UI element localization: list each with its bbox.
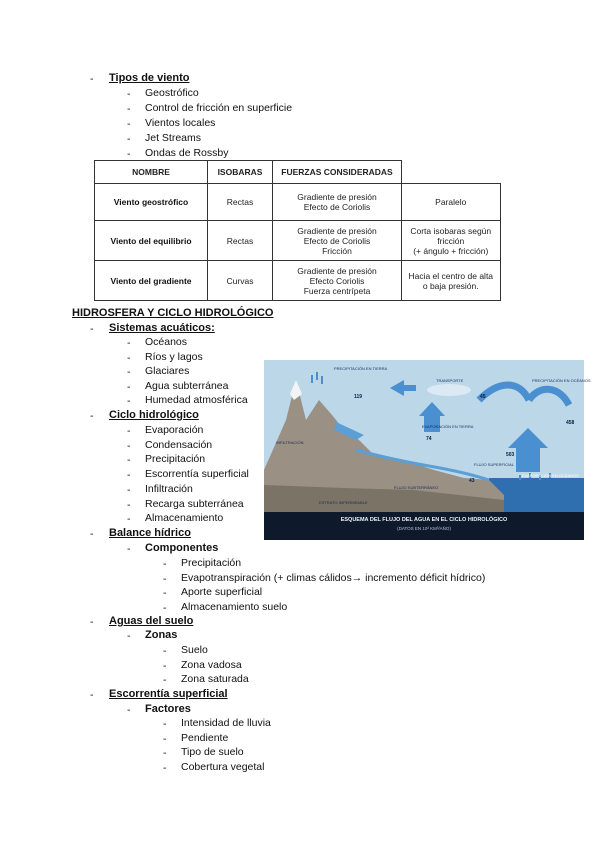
list-bullet: - — [127, 366, 131, 379]
list-bullet: - — [163, 587, 167, 600]
list-item: Intensidad de lluvia — [181, 717, 271, 729]
heading-aquatic-systems: Sistemas acuáticos: — [109, 322, 215, 334]
value-119: 119 — [354, 394, 363, 400]
subheading-factors: Factores — [145, 703, 191, 715]
list-bullet: - — [127, 513, 131, 526]
list-item: Condensación — [145, 438, 213, 451]
list-item: Control de fricción en superficie — [145, 102, 293, 114]
list-item: Océanos — [145, 336, 188, 348]
list-item: Evaporación — [145, 424, 204, 436]
list-bullet: - — [90, 410, 94, 422]
list-bullet: - — [127, 704, 131, 716]
list-bullet: - — [127, 395, 131, 408]
list-item: Escorrentía superficial — [145, 468, 249, 481]
list-item: Ríos y lagos — [145, 350, 203, 363]
list-bullet: - — [127, 454, 131, 467]
table-cell: Paralelo — [402, 184, 501, 221]
subheading-components: Componentes — [145, 542, 219, 554]
list-bullet: - — [127, 498, 131, 511]
table-cell: Corta isobaras según fricción (+ ángulo + fricción) — [402, 221, 501, 261]
diagram-illustration — [264, 360, 584, 540]
list-bullet: - — [163, 572, 167, 585]
value-43: 43 — [469, 478, 475, 484]
list-bullet: - — [127, 337, 131, 349]
list-bullet: - — [90, 323, 94, 335]
table-row — [95, 221, 501, 261]
table-header — [402, 161, 501, 184]
list-bullet: - — [127, 133, 131, 145]
water-cycle-diagram — [264, 360, 591, 540]
table-row — [95, 261, 501, 301]
table-cell: Hacia el centro de alta o baja presión. — [402, 261, 501, 301]
list-bullet: - — [163, 659, 167, 672]
list-item: Humedad atmosférica — [145, 394, 248, 407]
list-item: Suelo — [181, 644, 208, 656]
table-header: NOMBRE — [95, 161, 208, 184]
list-bullet: - — [163, 747, 167, 760]
table-cell: Curvas — [208, 261, 273, 301]
list-item: Almacenamiento — [145, 512, 224, 525]
list-item: Geostrófico — [145, 87, 199, 99]
list-bullet: - — [127, 483, 131, 496]
list-item: Evapotranspiración (+ climas cálidos→ incremento déficit hídrico) — [181, 571, 486, 584]
list-item: Almacenamiento suelo — [181, 601, 288, 614]
table-cell: Gradiente de presión Efecto de Coriolis Fricción — [273, 221, 402, 261]
diagram-source: (DATOS EN 10³ KM³/AÑO) — [397, 526, 451, 531]
list-bullet: - — [127, 380, 131, 393]
list-bullet: - — [127, 469, 131, 482]
list-item: Tipo de suelo — [181, 746, 244, 759]
label-surface-flow: FLUJO SUPERFICIAL — [474, 462, 515, 467]
list-item: Zona vadosa — [181, 658, 242, 671]
list-bullet: - — [127, 148, 131, 160]
heading-surface-runoff: Escorrentía superficial — [109, 688, 228, 700]
subheading-zones: Zonas — [145, 629, 178, 641]
list-bullet: - — [163, 732, 167, 745]
heading-water-balance: Balance hídrico — [109, 527, 191, 539]
list-item: Aporte superficial — [181, 586, 263, 599]
table-cell: Gradiente de presión Efecto de Coriolis — [273, 184, 402, 221]
cloud — [427, 384, 471, 396]
list-bullet: - — [127, 439, 131, 452]
list-bullet: - — [127, 543, 131, 555]
value-458: 458 — [566, 420, 575, 426]
list-bullet: - — [127, 630, 131, 642]
list-bullet: - — [90, 73, 94, 85]
heading-soil-water: Aguas del suelo — [109, 615, 194, 627]
list-bullet: - — [127, 118, 131, 130]
label-precip-land: PRECIPITACIÓN EN TIERRA — [334, 366, 388, 371]
list-bullet: - — [163, 762, 167, 775]
value-45: 45 — [480, 394, 486, 400]
list-item: Glaciares — [145, 365, 190, 378]
heading-water-cycle: Ciclo hidrológico — [109, 409, 199, 421]
value-503: 503 — [506, 452, 515, 458]
wind-table — [94, 160, 501, 301]
list-bullet: - — [90, 689, 94, 701]
diagram-caption: ESQUEMA DEL FLUJO DEL AGUA EN EL CICLO HIDROLÓGICO — [340, 517, 508, 523]
section-title: HIDROSFERA Y CICLO HIDROLÓGICO — [72, 307, 274, 319]
table-cell: Rectas — [208, 184, 273, 221]
list-item: Pendiente — [181, 731, 229, 744]
list-bullet: - — [163, 674, 167, 687]
list-item: Infiltración — [145, 482, 193, 495]
list-item: Cobertura vegetal — [181, 761, 265, 774]
table-cell: Rectas — [208, 221, 273, 261]
value-74: 74 — [426, 436, 432, 442]
list-item: Jet Streams — [145, 132, 202, 144]
label-infiltration: INFILTRACIÓN — [276, 440, 304, 445]
table-header: ISOBARAS — [208, 161, 273, 184]
list-bullet: - — [90, 616, 94, 628]
heading-wind-types: Tipos de viento — [109, 72, 190, 84]
list-bullet: - — [127, 103, 131, 115]
table-row — [95, 184, 501, 221]
table-cell: Viento geostrófico — [95, 184, 208, 221]
list-bullet: - — [90, 528, 94, 540]
list-bullet: - — [163, 602, 167, 615]
list-item: Agua subterránea — [145, 379, 229, 392]
list-bullet: - — [163, 645, 167, 657]
label-groundwater-flow: FLUJO SUBTERRÁNEO — [394, 485, 439, 490]
label-evaporation-ocean: EVAPORACIÓN EN OCÉANOS — [522, 473, 579, 478]
table-cell: Viento del gradiente — [95, 261, 208, 301]
list-item: Precipitación — [181, 557, 242, 569]
table-header: FUERZAS CONSIDERADAS — [273, 161, 402, 184]
table-cell: Gradiente de presión Efecto Coriolis Fuerza centrípeta — [273, 261, 402, 301]
list-item: Recarga subterránea — [145, 497, 244, 510]
list-bullet: - — [127, 351, 131, 364]
list-item: Ondas de Rossby — [145, 147, 229, 159]
list-bullet: - — [127, 88, 131, 100]
list-item: Vientos locales — [145, 117, 216, 129]
list-item: Zona saturada — [181, 673, 249, 686]
label-impermeable: ESTRATO IMPERMEABLE — [319, 500, 368, 505]
label-evaporation-land: EVAPORACIÓN EN TIERRA — [422, 424, 474, 429]
list-item: Precipitación — [145, 453, 206, 466]
label-transport: TRANSPORTE — [436, 378, 464, 383]
list-bullet: - — [127, 425, 131, 437]
label-precip-ocean: PRECIPITACIÓN EN OCÉANOS — [532, 378, 591, 383]
list-bullet: - — [163, 558, 167, 570]
list-bullet: - — [163, 718, 167, 730]
table-cell: Viento del equilibrio — [95, 221, 208, 261]
